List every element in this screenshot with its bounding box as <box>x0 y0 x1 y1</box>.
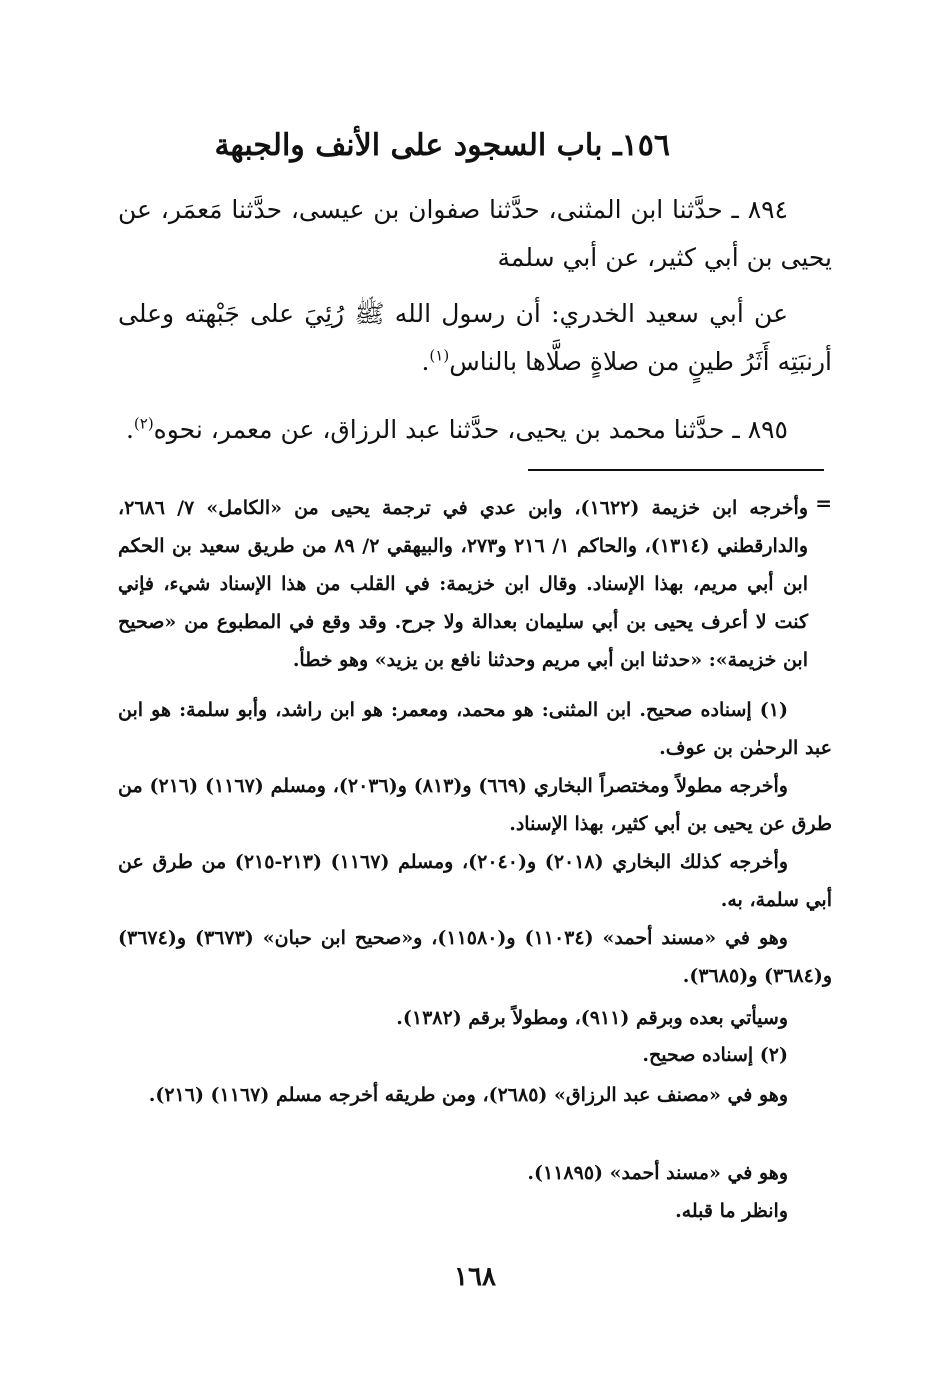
footnote-1-p3: وأخرجه كذلك البخاري (٢٠١٨) و(٢٠٤٠)، ومسلم (١١٦٧) (٢١٣-٢١٥) من طرق عن أبي سلمة، به. <box>118 851 832 911</box>
footnote-ref-2: (٢) <box>133 414 154 433</box>
hadith-894-end: . <box>421 347 430 376</box>
footnote-continuation: وأخرجه ابن خزيمة (١٦٢٢)، وابن عدي في ترجمة يحيى من «الكامل» ٧/ ٢٦٨٦، والدارقطني (١٣١٤)، والحاكم ١/ ٢١٦ و٢٧٣، والبيهقي ٢/ ٨٩ من طريق سعيد بن الحكم ابن أبي مريم، بهذا الإسناد. وقال ابن خزيمة: في القلب من هذا الإسناد شيء، فإني كنت لا أعرف يحيى بن أبي سليمان بعدالة ولا جرح. وقد وقع في المطبوع من «صحيح ابن خزيمة»: «حدثنا ابن أبي مريم وحدثنا نافع بن يزيد» وهو خطأ. <box>118 497 809 671</box>
page-number: ١٦٨ <box>454 1262 496 1292</box>
footnote-separator <box>528 469 824 471</box>
hadith-895-end: . <box>125 415 134 444</box>
hadith-894-chain: ٨٩٤ ـ حدَّثنا ابن المثنى، حدَّثنا صفوان بن عيسى، حدَّثنا مَعمَر، عن يحيى بن أبي كثير، عن أبي سلمة <box>118 195 832 272</box>
footnote-1-p4: وهو في «مسند أحمد» (١١٠٣٤) و(١١٥٨٠)، و«صحيح ابن حبان» (٣٦٧٣) و(٣٦٧٤) و(٣٦٨٤) و(٣٦٨٥). <box>118 927 832 987</box>
footnote-ref-1: (١) <box>429 346 450 365</box>
chapter-heading: ١٥٦ـ باب السجود على الأنف والجبهة <box>214 128 670 163</box>
footnote-2-p3: وهو في «مسند أحمد» (١١٨٩٥). <box>527 1162 788 1184</box>
footnote-2-p2: وهو في «مصنف عبد الرزاق» (٢٦٨٥)، ومن طريقه أخرجه مسلم (١١٦٧) (٢١٦). <box>148 1084 788 1106</box>
footnote-2-p4: وانظر ما قبله. <box>675 1200 788 1222</box>
footnote-1-p5: وسيأتي بعده وبرقم (٩١١)، ومطولاً برقم (١٣٨٢). <box>396 1007 788 1029</box>
footnote-2-p1: (٢) إسناده صحيح. <box>642 1044 788 1066</box>
footnote-1-p1: (١) إسناده صحيح. ابن المثنى: هو محمد، ومعمر: هو ابن راشد، وأبو سلمة: هو ابن عبد الرحمٰن بن عوف. <box>118 699 832 759</box>
hadith-895 <box>118 406 832 454</box>
footnote-1-p2: وأخرجه مطولاً ومختصراً البخاري (٦٦٩) و(٨١٣) و(٢٠٣٦)، ومسلم (١١٦٧) (٢١٦) من طرق عن يحيى بن أبي كثير، بهذا الإسناد. <box>118 775 832 835</box>
hadith-894-matn <box>118 290 832 386</box>
hadith-894-matn-text: عن أبي سعيد الخدري: أن رسول الله ﷺ رُئِيَ على جَبْهته وعلى أرنبَتِه أَثَرُ طينٍ من صلاةٍ صلَّاها بالناس <box>118 299 832 376</box>
continuation-marker: = <box>815 491 832 515</box>
hadith-895-text: ٨٩٥ ـ حدَّثنا محمد بن يحيى، حدَّثنا عبد الرزاق، عن معمر، نحوه <box>153 415 788 444</box>
